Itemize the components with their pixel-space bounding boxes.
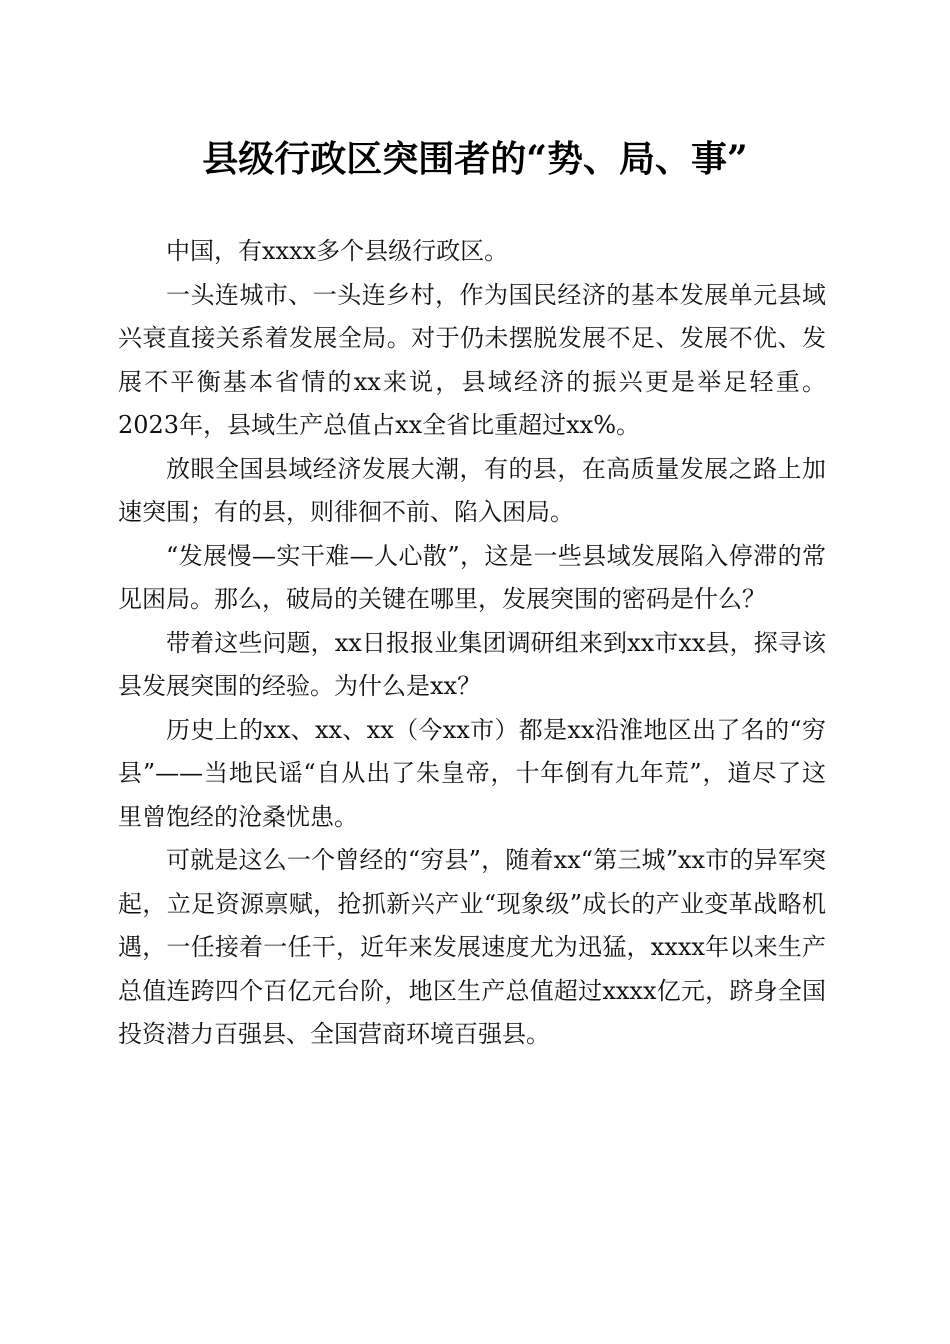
document-title: 县级行政区突围者的“势、局、事” xyxy=(202,138,748,180)
paragraph: 放眼全国县域经济发展大潮，有的县，在高质量发展之路上加速突围；有的县，则徘徊不前、陷入困局。 xyxy=(118,454,826,526)
paragraph: “发展慢—实干难—人心散”，这是一些县域发展陷入停滞的常见困局。那么，破局的关键在哪里，发展突围的密码是什么？ xyxy=(118,541,826,613)
paragraph: 一头连城市、一头连乡村，作为国民经济的基本发展单元县域兴衰直接关系着发展全局。对于仍未摆脱发展不足、发展不优、发展不平衡基本省情的xx来说，县域经济的振兴更是举足轻重。2023年，县域生产总值占xx全省比重超过xx%。 xyxy=(118,280,826,439)
paragraph: 历史上的xx、xx、xx（今xx市）都是xx沿淮地区出了名的“穷县”——当地民谣“自从出了朱皇帝，十年倒有九年荒”，道尽了这里曾饱经的沧桑忧患。 xyxy=(118,715,826,831)
document-body xyxy=(118,230,826,1057)
paragraph: 中国，有xxxx多个县级行政区。 xyxy=(166,237,509,265)
paragraph: 带着这些问题，xx日报报业集团调研组来到xx市xx县，探寻该县发展突围的经验。为什么是xx？ xyxy=(118,628,826,700)
paragraph: 可就是这么一个曾经的“穷县”，随着xx“第三城”xx市的异军突起，立足资源禀赋，抢抓新兴产业“现象级”成长的产业变革战略机遇，一任接着一任干，近年来发展速度尤为迅猛，xxxx年以来生产总值连跨四个百亿元台阶，地区生产总值超过xxxx亿元，跻身全国投资潜力百强县、全国营商环境百强县。 xyxy=(118,846,826,1048)
